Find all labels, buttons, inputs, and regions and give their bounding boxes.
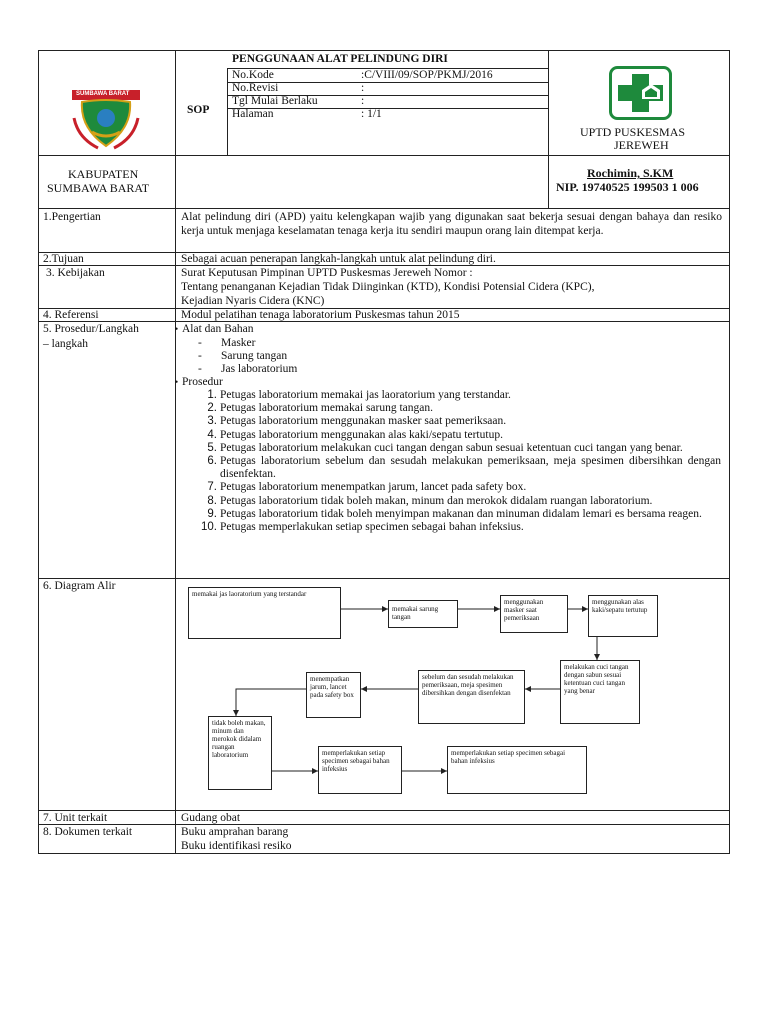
dash-icon: - xyxy=(198,363,202,375)
prosedur-label-cont: – langkah xyxy=(43,338,89,350)
list-item: 7. Petugas laboratorium menempatkan jarum, lancet pada safety box. xyxy=(207,481,527,494)
tujuan-text: Sebagai acuan penerapan langkah-langkah untuk alat pelindung diri. xyxy=(181,253,496,265)
org-name-line1: UPTD PUSKESMAS xyxy=(580,125,686,139)
flow-box-disenfektan: sebelum dan sesudah melakukan pemeriksaan, meja spesimen dibersihkan dengan disenfektan xyxy=(418,670,525,724)
list-item: 8. Petugas laboratorium tidak boleh makan, minum dan merokok didalam ruangan laboratorium. xyxy=(207,494,653,507)
flow-box-infeksius-1: memperlakukan setiap specimen sebagai bahan infeksius xyxy=(318,746,402,794)
pengertian-text: Alat pelindung diri (APD) yaitu kelengkapan wajib yang digunakan saat bekerja sesuai dengan bahaya dan resiko kerja untuk menjaga keselamatan tenaga kerja itu sendiri maupun orang lain ditempat kerja. xyxy=(181,211,722,237)
list-item: 3. Petugas laboratorium menggunakan masker saat pemeriksaan. xyxy=(207,415,507,428)
list-item: Masker xyxy=(221,337,256,349)
referensi-label: 4. Referensi xyxy=(43,309,99,321)
flow-box-sarung: memakai sarung tangan xyxy=(388,600,458,628)
list-item: 10. Petugas memperlakukan setiap specimen sebagai bahan infeksius. xyxy=(201,521,524,534)
bullet-icon: • xyxy=(175,324,179,334)
list-item: 5. Petugas laboratorium melakukan cuci tangan dengan sabun sesuai ketentuan cuci tangan yang benar. xyxy=(207,441,683,454)
list-item: 1. Petugas laboratorium memakai jas laoratorium yang terstandar. xyxy=(207,389,511,401)
prosedur-label: 5. Prosedur/Langkah xyxy=(43,323,139,335)
bullet-icon: • xyxy=(175,377,179,387)
dokumen-line: Buku amprahan barang xyxy=(181,826,289,838)
unit-terkait-label: 7. Unit terkait xyxy=(43,812,108,824)
list-item: 4. Petugas laboratorium menggunakan alas kaki/sepatu tertutup. xyxy=(207,428,503,441)
flow-box-jas: memakai jas laoratorium yang terstandar xyxy=(188,587,341,639)
flow-box-tidak-makan: tidak boleh makan, minum dan merokok didalam ruangan laboratorium xyxy=(208,716,272,790)
prosedur-heading: Prosedur xyxy=(182,376,223,388)
flow-box-sepatu: menggunakan alas kaki/sepatu tertutup xyxy=(588,595,658,637)
signer-nip: NIP. 19740525 199503 1 006 xyxy=(556,180,699,194)
dokumen-terkait-label: 8. Dokumen terkait xyxy=(43,826,133,838)
pengertian-label: 1.Pengertian xyxy=(43,211,101,223)
alat-heading: Alat dan Bahan xyxy=(182,323,254,335)
dokumen-line: Buku identifikasi resiko xyxy=(181,840,292,852)
sop-label: SOP xyxy=(187,104,210,116)
flow-box-masker: menggunakan masker saat pemeriksaan xyxy=(500,595,568,633)
flow-box-safety-box: menempatkan jarum, lancet pada safety box xyxy=(306,672,361,718)
unit-terkait-text: Gudang obat xyxy=(181,812,241,824)
list-item: 6. Petugas laboratorium sebelum dan sesudah melakukan pemeriksaan, meja spesimen dibersihkan dengan disenfektan. xyxy=(207,455,721,481)
list-item: 9. Petugas laboratorium tidak boleh menyimpan makanan dan minuman didalam lemari es bersama reagen. xyxy=(207,507,702,520)
flow-box-cuci-tangan: melakukan cuci tangan dengan sabun sesuai ketentuan cuci tangan yang benar xyxy=(560,660,640,724)
kebijakan-line: Kejadian Nyaris Cidera (KNC) xyxy=(181,295,325,307)
list-item: 2. Petugas laboratorium memakai sarung tangan. xyxy=(207,402,434,415)
kabupaten-line1: KABUPATEN xyxy=(68,167,139,181)
tujuan-label: 2.Tujuan xyxy=(43,253,84,265)
org-name-line2: JEREWEH xyxy=(614,138,669,152)
signer-name: Rochimin, S.KM xyxy=(587,166,674,180)
kebijakan-line: Tentang penanganan Kejadian Tidak Diinginkan (KTD), Kondisi Potensial Cidera (KPC), xyxy=(181,281,595,293)
diagram-label: 6. Diagram Alir xyxy=(43,580,116,592)
dash-icon: - xyxy=(198,350,202,362)
left-logo-text: SUMBAWA BARAT xyxy=(76,91,130,97)
kabupaten-line2: SUMBAWA BARAT xyxy=(47,181,150,195)
list-item: Jas laboratorium xyxy=(221,363,298,375)
flow-box-infeksius-2: memperlakukan setiap specimen sebagai bahan infeksius xyxy=(447,746,587,794)
dash-icon: - xyxy=(198,337,202,349)
list-item: Sarung tangan xyxy=(221,350,288,362)
document-title: PENGGUNAAN ALAT PELINDUNG DIRI xyxy=(232,53,448,65)
referensi-text: Modul pelatihan tenaga laboratorium Puskesmas tahun 2015 xyxy=(181,309,460,321)
kebijakan-label: 3. Kebijakan xyxy=(46,267,105,279)
kebijakan-line: Surat Keputusan Pimpinan UPTD Puskesmas Jereweh Nomor : xyxy=(181,267,473,279)
